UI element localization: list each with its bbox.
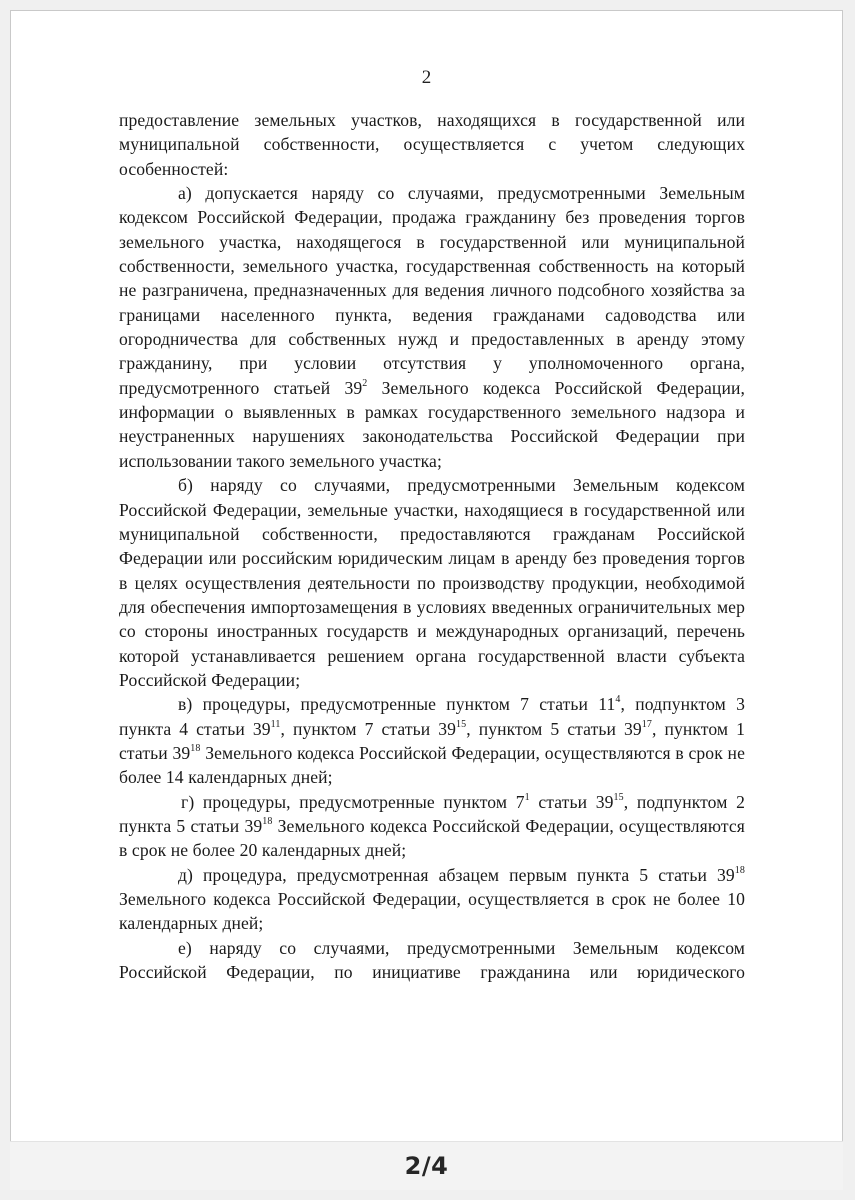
paragraph-b: [119, 473, 745, 692]
superscript: 15: [613, 791, 624, 803]
superscript: 18: [734, 864, 745, 876]
superscript: 11: [270, 718, 281, 730]
text-run: Земельного кодекса Российской Федерации, осуществляется в срок не более 10 календарных дней;: [119, 889, 745, 934]
superscript: 18: [262, 816, 273, 828]
page-indicator-bar: [10, 1141, 843, 1190]
text-run: Земельного кодекса Российской Федерации, осуществляются в срок не более 20 календарных дней;: [119, 815, 745, 861]
superscript: 17: [641, 718, 652, 730]
text-run: д) процедура, предусмотренная абзацем первым пункта 5 статьи 39: [178, 864, 735, 885]
paragraph-d: [119, 863, 745, 936]
text-run: Земельного кодекса Российской Федерации, информации о выявленных в рамках государственного земельного надзора и неустраненных нарушениях законодательства Российской Федерации при использовании такого земельного участка;: [119, 377, 745, 471]
text-run: а) допускается наряду со случаями, предусмотренными Земельным кодексом Российской Федерации, продажа гражданину без проведения торгов земельного участка, находящегося в государственной или муниципальной собственности, земельного участка, государственная собственность на который не разграничена, предназначенных для ведения личного подсобного хозяйства за границами населенного пункта, ведения гражданами садоводства или огородничества для собственных нужд и предоставленных в аренду этому гражданину, при условии отсутствия у уполномоченного органа, предусмотренного статьей 39: [119, 183, 745, 398]
text-run: , подпунктом 3 пункта 4 статьи 39: [119, 694, 745, 739]
document-body: [119, 108, 745, 984]
text-run: , пунктом 1 статьи 39: [119, 718, 746, 763]
text-run: б) наряду со случаями, предусмотренными Земельным кодексом Российской Федерации, земельные участки, находящиеся в государственной или муниципальной собственности, предоставляются гражданам Российской Федерации или российским юридическим лицам в аренду без проведения торгов в целях осуществления деятельности по производству продукции, необходимой для обеспечения импортозамещения в условиях введенных ограничительных мер со стороны иностранных государств и международных организаций, перечень которой устанавливается решением органа государственной власти субъекта Российской Федерации;: [119, 475, 745, 690]
text-run: , подпунктом 2 пункта 5 статьи 39: [119, 791, 745, 836]
paragraph-intro: [119, 108, 745, 181]
superscript: 2: [362, 377, 368, 389]
text-run: статьи 39: [529, 791, 614, 812]
text-run: Земельного кодекса Российской Федерации, осуществляются в срок не более 14 календарных дней;: [119, 742, 745, 788]
text-run: , пунктом 5 статьи 39: [466, 718, 642, 739]
superscript: 1: [524, 791, 530, 803]
text-run: г) процедуры, предусмотренные пунктом 7: [181, 791, 525, 812]
paragraph-e: [119, 936, 745, 985]
text-run: в) процедуры, предусмотренные пунктом 7 статьи 11: [178, 694, 616, 715]
superscript: 18: [190, 743, 201, 755]
text-run: е) наряду со случаями, предусмотренными Земельным кодексом Российской Федерации, по инициативе гражданина или юридического: [119, 937, 745, 983]
text-run: предоставление земельных участков, находящихся в государственной или муниципальной собственности, осуществляется с учетом следующих особенностей:: [119, 110, 745, 179]
page-indicator: 2/4: [404, 1152, 449, 1180]
text-run: , пунктом 7 статьи 39: [280, 718, 457, 739]
paragraph-g: [119, 790, 745, 863]
superscript: 15: [456, 718, 467, 730]
page-number: 2: [421, 67, 432, 88]
document-page: [10, 10, 843, 1190]
superscript: 4: [615, 694, 621, 706]
paragraph-a: [119, 181, 745, 473]
paragraph-v: [119, 692, 745, 789]
